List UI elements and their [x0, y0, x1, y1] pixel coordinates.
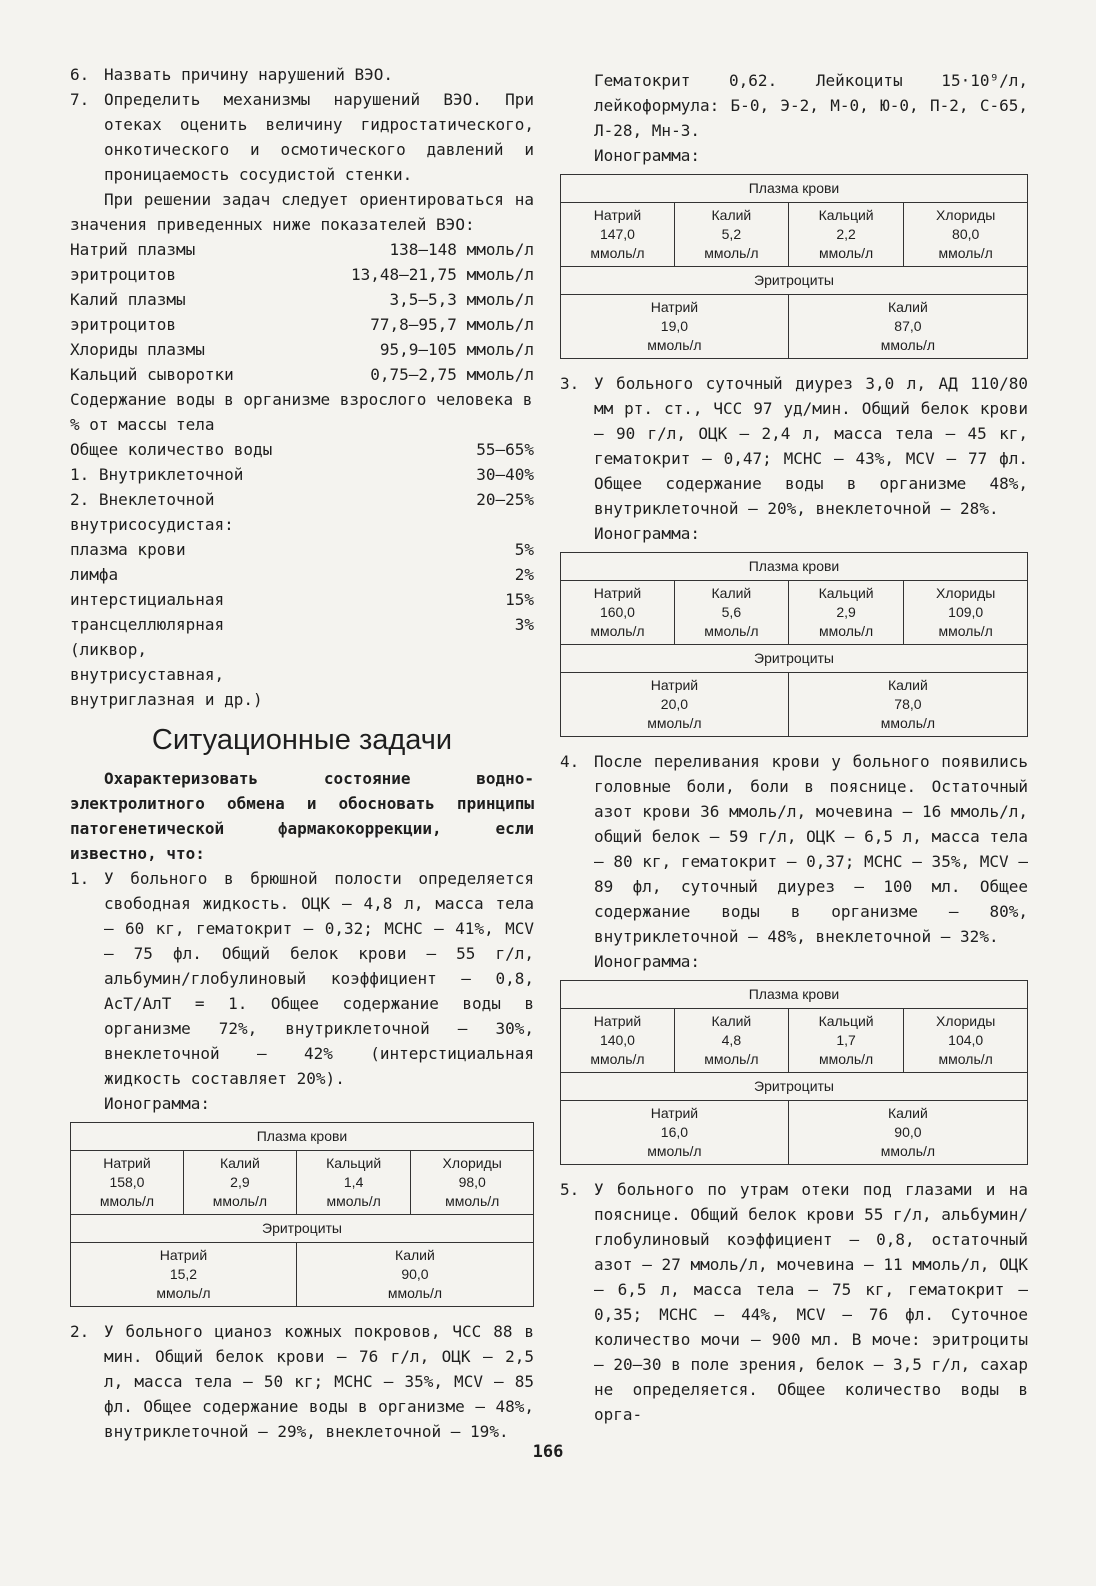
list-item: 6. Назвать причину нарушений ВЭО.: [70, 65, 393, 84]
task-3: 3. У больного суточный диурез 3,0 л, АД 110/80 мм рт. ст., ЧСС 97 уд/мин. Общий белок крови — 90 г/л, ОЦК — 2,4 л, масса тела — 45 кг, гематокрит — 0,47; MCHC — 43%, MCV — 77 фл. Общее содержание воды в организме 48%, внутриклеточной — 20%, внеклеточной — 28%.: [560, 374, 1028, 518]
norms-list: [70, 237, 534, 387]
task-5: 5. У больного по утрам отеки под глазами и на пояснице. Общий белок крови 55 г/л, альбумин/глобулиновый коэффициент — 0,8, остаточный азот — 27 ммоль/л, мочевина — 11 ммоль/л, ОЦК — 6,5 л, масса тела — 75 кг, гематокрит — 0,35; MCHC — 44%, MCV — 76 фл. Суточное количество мочи — 900 мл. В моче: эритроциты — 20–30 в поле зрения, белок — 3,5 г/л, сахар не определяется. Общее количество воды в орга-: [560, 1180, 1028, 1424]
plasma-header: Плазма крови: [71, 1123, 534, 1151]
plasma-header: Плазма крови: [561, 981, 1028, 1009]
water-row: внутрисосудистая:: [70, 515, 234, 534]
ion-cell: Калий 90,0 ммоль/л: [788, 1101, 1027, 1165]
water-row: 1. Внутриклеточной 30–40%: [70, 465, 534, 484]
erythro-header: Эритроциты: [561, 267, 1028, 295]
water-row: плазма крови 5%: [70, 540, 534, 559]
norm-row: эритроцитов 13,48–21,75 ммоль/л: [70, 265, 534, 284]
ion-cell: Хлориды 109,0 ммоль/л: [904, 581, 1028, 645]
ion-cell: Калий 87,0 ммоль/л: [788, 295, 1027, 359]
water-row: интерстициальная 15%: [70, 590, 534, 609]
ionogram-table-3: [560, 552, 1028, 737]
water-heading: Содержание воды в организме взрослого человека в % от массы тела: [70, 390, 533, 434]
norm-row: Калий плазмы 3,5–5,3 ммоль/л: [70, 290, 534, 309]
water-list: [70, 437, 534, 637]
ion-cell: Натрий 147,0 ммоль/л: [561, 203, 675, 267]
ion-cell: Калий 4,8 ммоль/л: [674, 1009, 788, 1073]
tasks-lead: Охарактеризовать состояние водно-электролитного обмена и обосновать принципы патогенетической фармакокоррекции, если известно, что:: [70, 769, 534, 863]
water-row: 2. Внеклеточной 20–25%: [70, 490, 534, 509]
water-row: трансцеллюлярная 3%: [70, 615, 534, 634]
list-item: 7. Определить механизмы нарушений ВЭО. При отеках оценить величину гидростатического, онкотического и осмотического давлений и проницаемость сосудистой стенки.: [70, 90, 534, 184]
ion-cell: Натрий 158,0 ммоль/л: [71, 1151, 184, 1215]
ion-cell: Натрий 20,0 ммоль/л: [561, 673, 789, 737]
erythro-header: Эритроциты: [561, 645, 1028, 673]
erythro-header: Эритроциты: [71, 1215, 534, 1243]
norm-row: Хлориды плазмы 95,9–105 ммоль/л: [70, 340, 534, 359]
plasma-header: Плазма крови: [561, 553, 1028, 581]
ionogram-table-2: [560, 174, 1028, 359]
norm-row: Натрий плазмы 138–148 ммоль/л: [70, 240, 534, 259]
water-row: Общее количество воды 55–65%: [70, 440, 534, 459]
task-4: 4. После переливания крови у больного появились головные боли, боли в пояснице. Остаточный азот крови 36 ммоль/л, мочевина — 16 ммоль/л, общий белок — 59 г/л, ОЦК — 6,5 л, масса тела — 80 кг, гематокрит — 0,37; MCHC — 35%, MCV — 89 фл, суточный диурез — 100 мл. Общее содержание воды в организме — 80%, внутриклеточной — 48%, внеклеточной — 32%.: [560, 752, 1028, 946]
ion-cell: Натрий 160,0 ммоль/л: [561, 581, 675, 645]
task-2: 2. У больного цианоз кожных покровов, ЧСС 88 в мин. Общий белок крови — 76 г/л, ОЦК — 2,5 л, масса тела — 50 кг; MCHC — 35%, MCV — 85 фл. Общее содержание воды в организме — 48%, внутриклеточной — 29%, внеклеточной — 19%.: [70, 1322, 534, 1441]
ion-cell: Кальций 1,7 ммоль/л: [788, 1009, 904, 1073]
ion-cell: Кальций 2,2 ммоль/л: [788, 203, 904, 267]
task-2-continued: Гематокрит 0,62. Лейкоциты 15·10⁹/л, лейкоформула: Б-0, Э-2, М-0, Ю-0, П-2, С-65, Л-28, Мн-3.: [594, 71, 1028, 140]
erythro-header: Эритроциты: [561, 1073, 1028, 1101]
norm-row: эритроцитов 77,8–95,7 ммоль/л: [70, 315, 534, 334]
plasma-header: Плазма крови: [561, 175, 1028, 203]
ion-cell: Калий 5,2 ммоль/л: [674, 203, 788, 267]
ionogram-table-4: [560, 980, 1028, 1165]
ion-cell: Натрий 15,2 ммоль/л: [71, 1243, 297, 1307]
ion-cell: Калий 2,9 ммоль/л: [183, 1151, 296, 1215]
norms-intro: При решении задач следует ориентироваться на значения приведенных ниже показателей ВЭО:: [70, 190, 534, 234]
ion-cell: Натрий 16,0 ммоль/л: [561, 1101, 789, 1165]
ionogram-label: Ионограмма:: [104, 1094, 210, 1113]
task-1: 1. У больного в брюшной полости определяется свободная жидкость. ОЦК — 4,8 л, масса тела — 60 кг, гематокрит — 0,32; MCHC — 41%, MCV — 75 фл. Общий белок крови — 55 г/л, альбумин/глобулиновый коэффициент — 0,8, АсТ/АлТ = 1. Общее содержание воды в организме 72%, внутриклеточной — 30%, внеклеточной — 42% (интерстициальная жидкость составляет 20%).: [70, 869, 534, 1088]
ionogram-label: Ионограмма:: [594, 524, 700, 543]
ion-cell: Хлориды 80,0 ммоль/л: [904, 203, 1028, 267]
ionogram-label: Ионограмма:: [594, 952, 700, 971]
norm-row: Кальций сыворотки 0,75–2,75 ммоль/л: [70, 365, 534, 384]
ion-cell: Хлориды 104,0 ммоль/л: [904, 1009, 1028, 1073]
water-row: лимфа 2%: [70, 565, 534, 584]
section-title: Ситуационные задачи: [151, 724, 453, 756]
ionogram-table-1: [70, 1122, 534, 1307]
right-column: [560, 68, 1028, 1427]
ionogram-label: Ионограмма:: [594, 146, 700, 165]
ion-cell: Кальций 1,4 ммоль/л: [296, 1151, 411, 1215]
page-number: 166: [532, 1442, 564, 1462]
ion-cell: Калий 5,6 ммоль/л: [674, 581, 788, 645]
water-note: (ликвор, внутрисуставная, внутриглазная и др.): [70, 640, 263, 709]
ion-cell: Кальций 2,9 ммоль/л: [788, 581, 904, 645]
ion-cell: Натрий 140,0 ммоль/л: [561, 1009, 675, 1073]
ion-cell: Калий 90,0 ммоль/л: [296, 1243, 533, 1307]
ion-cell: Хлориды 98,0 ммоль/л: [411, 1151, 534, 1215]
ion-cell: Натрий 19,0 ммоль/л: [561, 295, 789, 359]
left-column: [70, 62, 534, 1444]
ion-cell: Калий 78,0 ммоль/л: [788, 673, 1027, 737]
